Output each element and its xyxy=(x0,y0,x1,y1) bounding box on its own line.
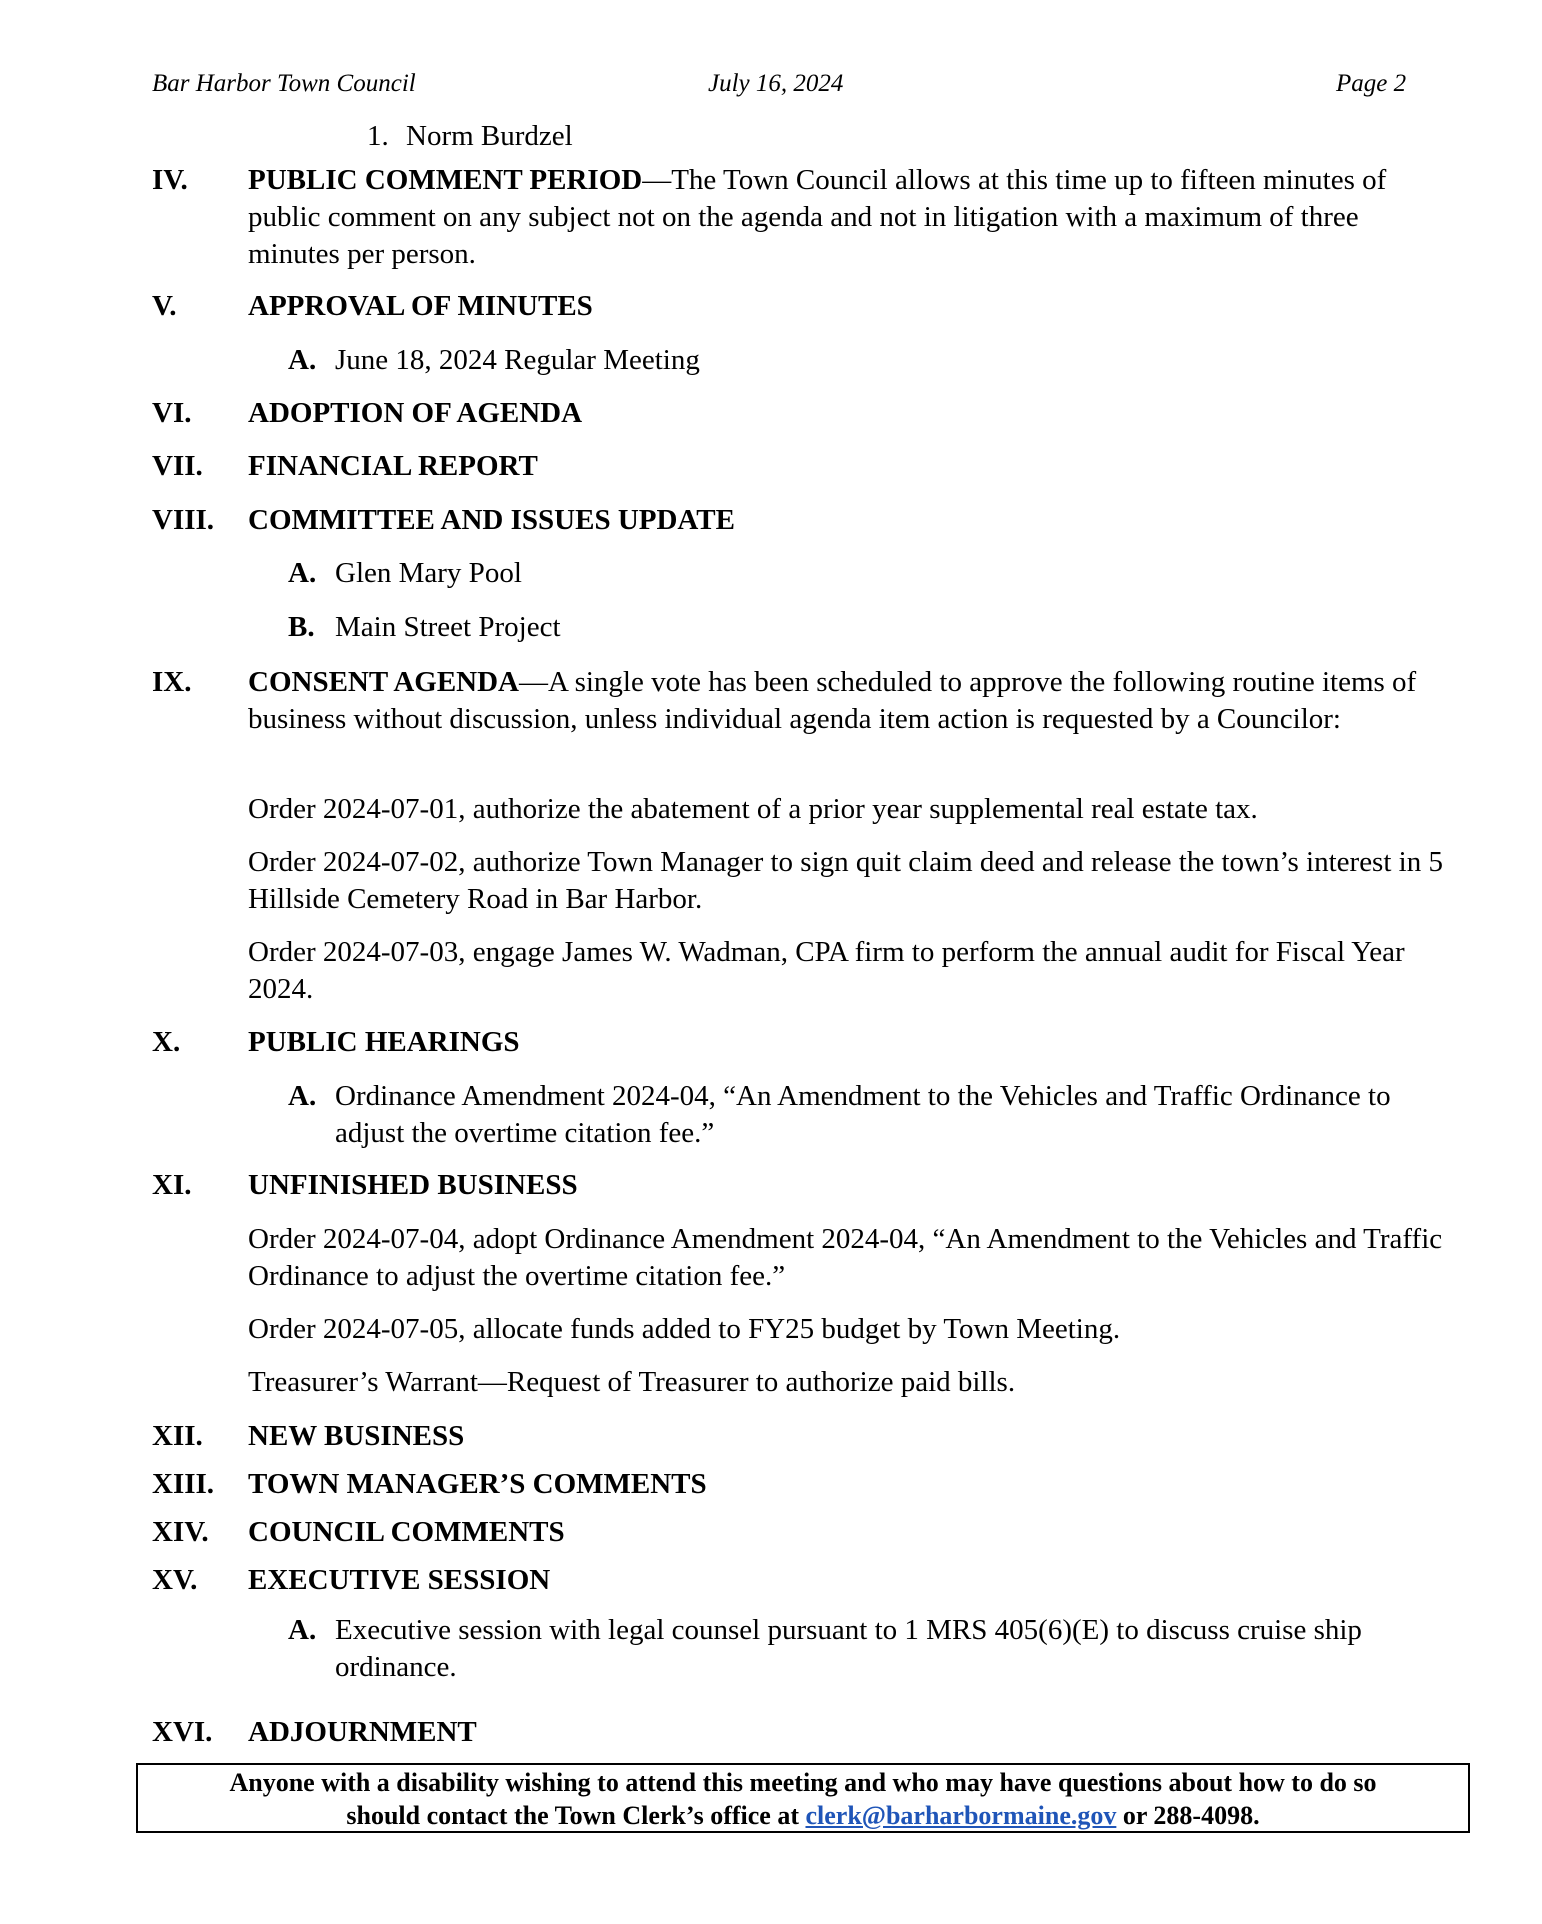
intro-item-text: Norm Burdzel xyxy=(406,120,573,152)
section-viii-title: COMMITTEE AND ISSUES UPDATE xyxy=(248,504,735,536)
header-date: July 16, 2024 xyxy=(708,70,844,97)
section-xvi-number: XVI. xyxy=(152,1716,213,1748)
notice-line-1: Anyone with a disability wishing to attend this meeting and who may have questions about how to do so xyxy=(229,1768,1377,1797)
order-2024-07-01: Order 2024-07-01, authorize the abatement of a prior year supplemental real estate tax. xyxy=(248,793,1258,825)
section-vi-title: ADOPTION OF AGENDA xyxy=(248,397,583,429)
intro-list-item xyxy=(367,118,573,155)
section-v-title: APPROVAL OF MINUTES xyxy=(248,290,593,322)
order-2024-07-05: Order 2024-07-05, allocate funds added to FY25 budget by Town Meeting. xyxy=(248,1313,1121,1345)
section-xvi-title: ADJOURNMENT xyxy=(248,1716,477,1748)
section-ix-number: IX. xyxy=(152,666,192,698)
order-2024-07-03: Order 2024-07-03, engage James W. Wadman, CPA firm to perform the annual audit for Fiscal Year 2024. xyxy=(248,936,1405,1005)
header-page-number: Page 2 xyxy=(1336,70,1407,97)
section-iv-title: PUBLIC COMMENT PERIOD xyxy=(248,164,643,196)
section-xi-title: UNFINISHED BUSINESS xyxy=(248,1169,578,1201)
section-xiv-title: COUNCIL COMMENTS xyxy=(248,1516,565,1548)
clerk-email-link[interactable]: clerk@barharbormaine.gov xyxy=(805,1801,1117,1830)
section-vii-number: VII. xyxy=(152,450,203,482)
section-xiv-number: XIV. xyxy=(152,1516,209,1548)
item-text: Executive session with legal counsel pursuant to 1 MRS 405(6)(E) to discuss cruise ship ordinance. xyxy=(335,1614,1362,1683)
section-vi-number: VI. xyxy=(152,397,192,429)
item-text: Ordinance Amendment 2024-04, “An Amendment to the Vehicles and Traffic Ordinance to adjust the overtime citation fee.” xyxy=(335,1080,1391,1149)
section-vii-title: FINANCIAL REPORT xyxy=(248,450,538,482)
section-xii-title: NEW BUSINESS xyxy=(248,1420,465,1452)
section-xi-number: XI. xyxy=(152,1169,192,1201)
section-x-number: X. xyxy=(152,1026,181,1058)
section-iv-number: IV. xyxy=(152,164,188,196)
item-letter: B. xyxy=(288,611,315,643)
item-letter: A. xyxy=(288,557,317,589)
section-xiii-title: TOWN MANAGER’S COMMENTS xyxy=(248,1468,707,1500)
item-letter: A. xyxy=(288,1080,317,1112)
treasurers-warrant: Treasurer’s Warrant—Request of Treasurer to authorize paid bills. xyxy=(248,1366,1016,1398)
notice-line-2-text: should contact the Town Clerk’s office at xyxy=(346,1801,799,1830)
section-ix-title: CONSENT AGENDA xyxy=(248,666,519,698)
section-iv-text: —The Town Council allows at this time up to fifteen minutes of public comment on any subject not on the agenda and not in litigation with a maximum of three minutes per person. xyxy=(248,164,1387,270)
section-xv-title: EXECUTIVE SESSION xyxy=(248,1564,551,1596)
section-xii-number: XII. xyxy=(152,1420,203,1452)
item-letter: A. xyxy=(288,1614,317,1646)
section-iv-public-comment xyxy=(248,162,1448,273)
intro-item-number: 1. xyxy=(367,120,389,152)
section-x-title: PUBLIC HEARINGS xyxy=(248,1026,520,1058)
notice-phone-text: or 288-4098. xyxy=(1122,1801,1260,1830)
order-2024-07-04: Order 2024-07-04, adopt Ordinance Amendment 2024-04, “An Amendment to the Vehicles and Traffic Ordinance to adjust the overtime citation fee.” xyxy=(248,1223,1443,1292)
section-xiii-number: XIII. xyxy=(152,1468,215,1500)
item-text: Glen Mary Pool xyxy=(335,557,522,589)
item-text: Main Street Project xyxy=(335,611,561,643)
accessibility-notice-box xyxy=(136,1763,1470,1833)
notice-line-2 xyxy=(138,1799,1468,1832)
section-ix-text: —A single vote has been scheduled to approve the following routine items of business without discussion, unless individual agenda item action is requested by a Councilor: xyxy=(248,666,1417,735)
section-xv-number: XV. xyxy=(152,1564,198,1596)
header-council-name: Bar Harbor Town Council xyxy=(152,70,416,97)
order-2024-07-02: Order 2024-07-02, authorize Town Manager to sign quit claim deed and release the town’s interest in 5 Hillside Cemetery Road in Bar Harbor. xyxy=(248,846,1443,915)
section-viii-number: VIII. xyxy=(152,504,215,536)
section-v-number: V. xyxy=(152,290,177,322)
section-ix-consent-agenda xyxy=(248,664,1448,738)
item-letter: A. xyxy=(288,344,317,376)
item-text: June 18, 2024 Regular Meeting xyxy=(335,344,700,376)
